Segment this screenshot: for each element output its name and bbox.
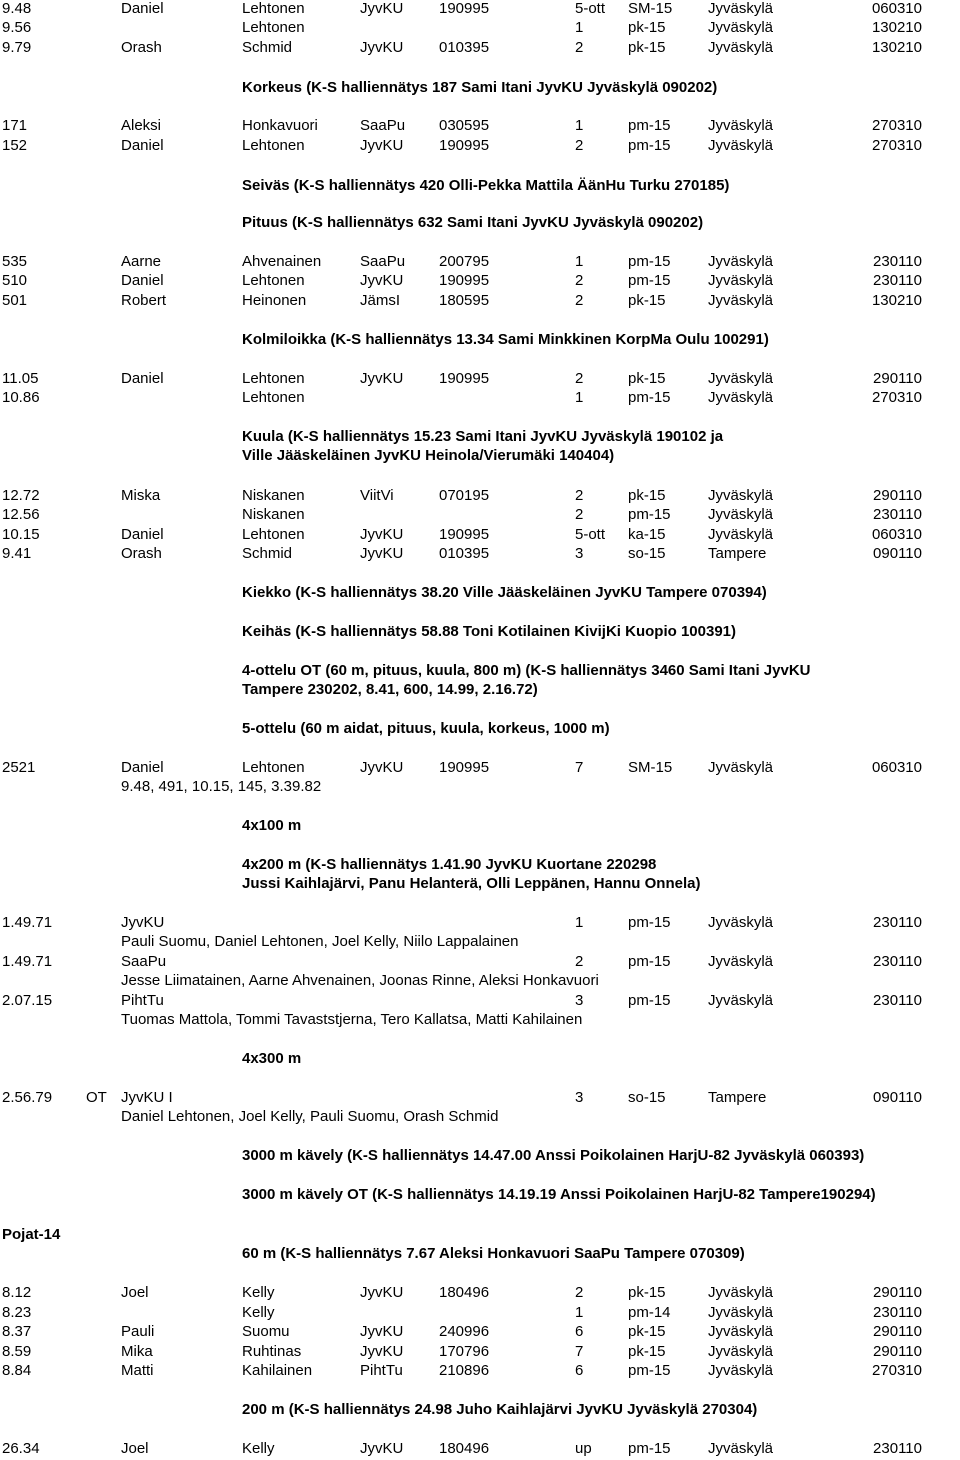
date-cell: 130210	[871, 39, 922, 56]
result-cell: 510	[2, 272, 28, 289]
result-row	[0, 19, 960, 39]
placement-cell: 2	[575, 487, 584, 504]
birthdate-cell: 190995	[439, 0, 490, 17]
detail-text: Daniel Lehtonen, Joel Kelly, Pauli Suomu, Orash Schmid	[121, 1108, 499, 1125]
city-cell: Jyväskylä	[708, 19, 774, 36]
result-cell: 152	[2, 137, 28, 154]
event-heading-text: 5-ottelu (60 m aidat, pituus, kuula, korkeus, 1000 m)	[242, 720, 610, 737]
event-heading-text: 4x100 m	[242, 817, 302, 834]
city-cell: Jyväskylä	[708, 759, 774, 776]
result-row	[0, 1284, 960, 1304]
placement-cell: 1	[575, 914, 584, 931]
event-heading-text: Keihäs (K-S halliennätys 58.88 Toni Kotilainen KivijKi Kuopio 100391)	[242, 623, 737, 640]
placement-cell: 5-ott	[575, 0, 606, 17]
first-name-cell: JyvKU	[121, 914, 165, 931]
result-row	[0, 0, 960, 20]
date-cell: 060310	[871, 0, 922, 17]
result-cell: 8.23	[2, 1304, 32, 1321]
date-cell: 290110	[873, 487, 922, 504]
detail-line	[0, 933, 960, 953]
city-cell: Jyväskylä	[708, 1343, 774, 1360]
event-heading-text: Korkeus (K-S halliennätys 187 Sami Itani JyvKU Jyväskylä 090202)	[242, 79, 718, 96]
event-heading	[0, 817, 960, 837]
last-name-cell: Kahilainen	[242, 1362, 313, 1379]
date-cell: 130210	[871, 292, 922, 309]
placement-cell: 2	[575, 506, 584, 523]
date-cell: 230110	[873, 992, 922, 1009]
event-heading-text: Pituus (K-S halliennätys 632 Sami Itani JyvKU Jyväskylä 090202)	[242, 214, 704, 231]
event-heading	[0, 331, 960, 351]
birthdate-cell: 190995	[439, 272, 490, 289]
result-row	[0, 759, 960, 779]
competition-cell: SM-15	[628, 0, 673, 17]
event-heading-text: 4x200 m (K-S halliennätys 1.41.90 JyvKU Kuortane 220298	[242, 856, 657, 873]
result-row	[0, 1343, 960, 1363]
last-name-cell: Lehtonen	[242, 272, 305, 289]
club-cell: ViitVi	[360, 487, 394, 504]
result-row	[0, 253, 960, 273]
date-cell: 270310	[871, 137, 922, 154]
result-cell: 10.86	[2, 389, 40, 406]
club-cell: JämsI	[360, 292, 401, 309]
competition-cell: pk-15	[628, 1343, 666, 1360]
last-name-cell: Niskanen	[242, 487, 305, 504]
city-cell: Jyväskylä	[708, 253, 774, 270]
result-cell: 2.07.15	[2, 992, 53, 1009]
detail-line	[0, 1011, 960, 1031]
city-cell: Jyväskylä	[708, 992, 774, 1009]
first-name-cell: Daniel	[121, 526, 164, 543]
result-row	[0, 1440, 960, 1460]
placement-cell: up	[575, 1440, 592, 1457]
first-name-cell: Orash	[121, 39, 162, 56]
date-cell: 090110	[873, 1089, 922, 1106]
club-cell: JyvKU	[360, 370, 404, 387]
first-name-cell: Daniel	[121, 370, 164, 387]
placement-cell: 3	[575, 545, 584, 562]
city-cell: Tampere	[708, 545, 767, 562]
last-name-cell: Kelly	[242, 1304, 275, 1321]
first-name-cell: Aleksi	[121, 117, 162, 134]
birthdate-cell: 030595	[439, 117, 490, 134]
event-heading-text: Kuula (K-S halliennätys 15.23 Sami Itani JyvKU Jyväskylä 190102 ja	[242, 428, 724, 445]
event-heading	[0, 875, 960, 895]
last-name-cell: Lehtonen	[242, 370, 305, 387]
city-cell: Jyväskylä	[708, 1323, 774, 1340]
birthdate-cell: 180595	[439, 292, 490, 309]
club-cell: JyvKU	[360, 272, 404, 289]
result-row	[0, 1089, 960, 1109]
club-cell: SaaPu	[360, 117, 406, 134]
club-cell: JyvKU	[360, 1343, 404, 1360]
event-heading	[0, 79, 960, 99]
result-row	[0, 370, 960, 390]
result-row	[0, 526, 960, 546]
date-cell: 090110	[873, 545, 922, 562]
competition-cell: ka-15	[628, 526, 666, 543]
birthdate-cell: 180496	[439, 1284, 490, 1301]
result-row	[0, 1362, 960, 1382]
city-cell: Jyväskylä	[708, 39, 774, 56]
date-cell: 230110	[873, 914, 922, 931]
city-cell: Jyväskylä	[708, 953, 774, 970]
event-heading	[0, 177, 960, 197]
birthdate-cell: 180496	[439, 1440, 490, 1457]
result-cell: 8.37	[2, 1323, 32, 1340]
competition-cell: pk-15	[628, 39, 666, 56]
first-name-cell: Pauli	[121, 1323, 155, 1340]
result-cell: 8.59	[2, 1343, 32, 1360]
date-cell: 270310	[871, 117, 922, 134]
event-heading-text: Kolmiloikka (K-S halliennätys 13.34 Sami Minkkinen KorpMa Oulu 100291)	[242, 331, 769, 348]
first-name-cell: Daniel	[121, 0, 164, 17]
date-cell: 270310	[871, 389, 922, 406]
event-heading-text: Seiväs (K-S halliennätys 420 Olli-Pekka Mattila ÄänHu Turku 270185)	[242, 177, 730, 194]
placement-cell: 1	[575, 253, 584, 270]
result-cell: 11.05	[2, 370, 39, 387]
detail-text: 9.48, 491, 10.15, 145, 3.39.82	[121, 778, 322, 795]
event-heading	[0, 1401, 960, 1421]
event-heading	[0, 428, 960, 448]
last-name-cell: Schmid	[242, 545, 293, 562]
result-cell: 9.41	[2, 545, 32, 562]
city-cell: Jyväskylä	[708, 117, 774, 134]
event-heading-text: 4x300 m	[242, 1050, 302, 1067]
competition-cell: so-15	[628, 1089, 666, 1106]
placement-cell: 7	[575, 759, 584, 776]
result-cell: 26.34	[2, 1440, 40, 1457]
date-cell: 290110	[873, 1323, 922, 1340]
birthdate-cell: 200795	[439, 253, 490, 270]
placement-cell: 7	[575, 1343, 584, 1360]
city-cell: Jyväskylä	[708, 137, 774, 154]
result-row	[0, 117, 960, 137]
competition-cell: pm-15	[628, 1440, 671, 1457]
date-cell: 230110	[873, 953, 922, 970]
first-name-cell: Daniel	[121, 759, 164, 776]
birthdate-cell: 190995	[439, 759, 490, 776]
first-name-cell: Mika	[121, 1343, 153, 1360]
event-heading-text: 3000 m kävely OT (K-S halliennätys 14.19.19 Anssi Poikolainen HarjU-82 Tampere190294)	[242, 1186, 876, 1203]
birthdate-cell: 190995	[439, 137, 490, 154]
competition-cell: pm-15	[628, 253, 671, 270]
placement-cell: 3	[575, 992, 584, 1009]
placement-cell: 2	[575, 292, 584, 309]
date-cell: 060310	[871, 526, 922, 543]
last-name-cell: Lehtonen	[242, 759, 305, 776]
last-name-cell: Honkavuori	[242, 117, 318, 134]
date-cell: 230110	[873, 1440, 922, 1457]
result-row	[0, 39, 960, 59]
competition-cell: pm-15	[628, 137, 671, 154]
club-cell: PihtTu	[360, 1362, 403, 1379]
event-heading-text: Tampere 230202, 8.41, 600, 14.99, 2.16.72)	[242, 681, 538, 698]
competition-cell: pm-15	[628, 272, 671, 289]
birthdate-cell: 190995	[439, 526, 490, 543]
result-cell: 9.79	[2, 39, 32, 56]
result-row	[0, 992, 960, 1012]
first-name-cell: Orash	[121, 545, 162, 562]
date-cell: 290110	[873, 1343, 922, 1360]
detail-line	[0, 972, 960, 992]
result-cell: 12.56	[2, 506, 40, 523]
result-cell: 1.49.71	[2, 914, 53, 931]
competition-cell: SM-15	[628, 759, 673, 776]
date-cell: 270310	[871, 1362, 922, 1379]
birthdate-cell: 210896	[439, 1362, 490, 1379]
city-cell: Jyväskylä	[708, 389, 774, 406]
date-cell: 230110	[873, 506, 922, 523]
result-row	[0, 292, 960, 312]
city-cell: Jyväskylä	[708, 292, 774, 309]
competition-cell: pk-15	[628, 487, 666, 504]
event-heading	[0, 447, 960, 467]
competition-cell: pm-15	[628, 389, 671, 406]
result-row	[0, 487, 960, 507]
placement-cell: 1	[575, 117, 584, 134]
club-cell: JyvKU	[360, 1323, 404, 1340]
club-cell: JyvKU	[360, 545, 404, 562]
event-heading-text: 4-ottelu OT (60 m, pituus, kuula, 800 m) (K-S halliennätys 3460 Sami Itani JyvKU	[242, 662, 811, 679]
club-cell: JyvKU	[360, 0, 404, 17]
result-row	[0, 914, 960, 934]
first-name-cell: Daniel	[121, 272, 164, 289]
event-heading	[0, 856, 960, 876]
result-row	[0, 1323, 960, 1343]
city-cell: Jyväskylä	[708, 526, 774, 543]
event-heading	[0, 681, 960, 701]
city-cell: Jyväskylä	[708, 506, 774, 523]
event-heading-text: Kiekko (K-S halliennätys 38.20 Ville Jääskeläinen JyvKU Tampere 070394)	[242, 584, 767, 601]
last-name-cell: Ahvenainen	[242, 253, 322, 270]
birthdate-cell: 010395	[439, 39, 490, 56]
club-cell: JyvKU	[360, 39, 404, 56]
detail-text: Pauli Suomu, Daniel Lehtonen, Joel Kelly, Niilo Lappalainen	[121, 933, 519, 950]
event-heading	[0, 662, 960, 682]
competition-cell: pm-15	[628, 506, 671, 523]
competition-cell: pm-15	[628, 1362, 671, 1379]
date-cell: 230110	[873, 272, 922, 289]
detail-text: Jesse Liimatainen, Aarne Ahvenainen, Joonas Rinne, Aleksi Honkavuori	[121, 972, 599, 989]
placement-cell: 6	[575, 1362, 584, 1379]
result-row	[0, 272, 960, 292]
first-name-cell: PihtTu	[121, 992, 164, 1009]
birthdate-cell: 190995	[439, 370, 490, 387]
competition-cell: pk-15	[628, 1323, 666, 1340]
detail-line	[0, 1108, 960, 1128]
placement-cell: 1	[575, 1304, 584, 1321]
placement-cell: 2	[575, 953, 584, 970]
placement-cell: 2	[575, 370, 584, 387]
competition-cell: pk-15	[628, 292, 666, 309]
date-cell: 290110	[873, 370, 922, 387]
last-name-cell: Kelly	[242, 1284, 275, 1301]
competition-cell: pm-15	[628, 117, 671, 134]
event-heading-text: Jussi Kaihlajärvi, Panu Helanterä, Olli Leppänen, Hannu Onnela)	[242, 875, 701, 892]
event-heading	[0, 584, 960, 604]
event-heading-text: Ville Jääskeläinen JyvKU Heinola/Vierumäki 140404)	[242, 447, 615, 464]
placement-cell: 3	[575, 1089, 584, 1106]
event-heading	[0, 720, 960, 740]
placement-cell: 2	[575, 1284, 584, 1301]
city-cell: Jyväskylä	[708, 1440, 774, 1457]
city-cell: Jyväskylä	[708, 1284, 774, 1301]
placement-cell: 2	[575, 39, 584, 56]
date-cell: 290110	[873, 1284, 922, 1301]
result-cell: 535	[2, 253, 28, 270]
city-cell: Jyväskylä	[708, 1304, 774, 1321]
result-cell: 9.56	[2, 19, 32, 36]
last-name-cell: Schmid	[242, 39, 293, 56]
first-name-cell: Matti	[121, 1362, 154, 1379]
competition-cell: pm-14	[628, 1304, 671, 1321]
city-cell: Jyväskylä	[708, 370, 774, 387]
event-heading-text: 60 m (K-S halliennätys 7.67 Aleksi Honkavuori SaaPu Tampere 070309)	[242, 1245, 745, 1262]
competition-cell: so-15	[628, 545, 666, 562]
competition-cell: pk-15	[628, 19, 666, 36]
result-row	[0, 389, 960, 409]
birthdate-cell: 240996	[439, 1323, 490, 1340]
placement-cell: 1	[575, 19, 584, 36]
competition-cell: pm-15	[628, 953, 671, 970]
event-heading	[0, 1050, 960, 1070]
last-name-cell: Ruhtinas	[242, 1343, 302, 1360]
result-cell: 12.72	[2, 487, 40, 504]
event-heading	[0, 214, 960, 234]
first-name-cell: Joel	[121, 1284, 149, 1301]
last-name-cell: Lehtonen	[242, 0, 305, 17]
last-name-cell: Kelly	[242, 1440, 275, 1457]
result-cell: 501	[2, 292, 28, 309]
placement-cell: 2	[575, 272, 584, 289]
placement-cell: 1	[575, 389, 584, 406]
result-cell: 1.49.71	[2, 953, 53, 970]
city-cell: Jyväskylä	[708, 272, 774, 289]
placement-cell: 5-ott	[575, 526, 606, 543]
result-row	[0, 506, 960, 526]
result-cell: 9.48	[2, 0, 32, 17]
competition-cell: pk-15	[628, 1284, 666, 1301]
result-cell: 8.84	[2, 1362, 32, 1379]
age-group-heading-text: Pojat-14	[2, 1226, 61, 1243]
result-row	[0, 545, 960, 565]
result-row	[0, 1304, 960, 1324]
detail-text: Tuomas Mattola, Tommi Tavaststjerna, Tero Kallatsa, Matti Kahilainen	[121, 1011, 583, 1028]
birthdate-cell: 170796	[439, 1343, 490, 1360]
first-name-cell: SaaPu	[121, 953, 167, 970]
result-cell: 171	[2, 117, 28, 134]
competition-cell: pm-15	[628, 914, 671, 931]
date-cell: 230110	[873, 1304, 922, 1321]
city-cell: Jyväskylä	[708, 487, 774, 504]
competition-cell: pm-15	[628, 992, 671, 1009]
event-heading-text: 3000 m kävely (K-S halliennätys 14.47.00 Anssi Poikolainen HarjU-82 Jyväskylä 060393)	[242, 1147, 865, 1164]
competition-cell: pk-15	[628, 370, 666, 387]
club-cell: SaaPu	[360, 253, 406, 270]
last-name-cell: Lehtonen	[242, 389, 305, 406]
first-name-cell: Aarne	[121, 253, 162, 270]
city-cell: Jyväskylä	[708, 0, 774, 17]
result-cell: 10.15	[2, 526, 40, 543]
result-cell: 8.12	[2, 1284, 32, 1301]
city-cell: Jyväskylä	[708, 914, 774, 931]
detail-line	[0, 778, 960, 798]
first-name-cell: Robert	[121, 292, 167, 309]
city-cell: Tampere	[708, 1089, 767, 1106]
last-name-cell: Lehtonen	[242, 526, 305, 543]
club-cell: JyvKU	[360, 759, 404, 776]
first-name-cell: Joel	[121, 1440, 149, 1457]
birthdate-cell: 010395	[439, 545, 490, 562]
last-name-cell: Lehtonen	[242, 137, 305, 154]
result-cell: 2.56.79	[2, 1089, 53, 1106]
age-group-heading	[0, 1226, 960, 1246]
club-cell: JyvKU	[360, 526, 404, 543]
birthdate-cell: 070195	[439, 487, 490, 504]
city-cell: Jyväskylä	[708, 1362, 774, 1379]
event-heading-text: 200 m (K-S halliennätys 24.98 Juho Kaihlajärvi JyvKU Jyväskylä 270304)	[242, 1401, 758, 1418]
last-name-cell: Niskanen	[242, 506, 305, 523]
first-name-cell: Miska	[121, 487, 161, 504]
result-row	[0, 137, 960, 157]
placement-cell: 2	[575, 137, 584, 154]
event-heading	[0, 1245, 960, 1265]
first-name-cell: JyvKU I	[121, 1089, 173, 1106]
note-cell: OT	[86, 1089, 107, 1106]
date-cell: 130210	[871, 19, 922, 36]
club-cell: JyvKU	[360, 137, 404, 154]
last-name-cell: Lehtonen	[242, 19, 305, 36]
result-cell: 2521	[2, 759, 36, 776]
event-heading	[0, 623, 960, 643]
result-row	[0, 953, 960, 973]
first-name-cell: Daniel	[121, 137, 164, 154]
event-heading	[0, 1147, 960, 1167]
date-cell: 060310	[871, 759, 922, 776]
last-name-cell: Suomu	[242, 1323, 290, 1340]
placement-cell: 6	[575, 1323, 584, 1340]
last-name-cell: Heinonen	[242, 292, 307, 309]
club-cell: JyvKU	[360, 1440, 404, 1457]
event-heading	[0, 1186, 960, 1206]
club-cell: JyvKU	[360, 1284, 404, 1301]
date-cell: 230110	[873, 253, 922, 270]
